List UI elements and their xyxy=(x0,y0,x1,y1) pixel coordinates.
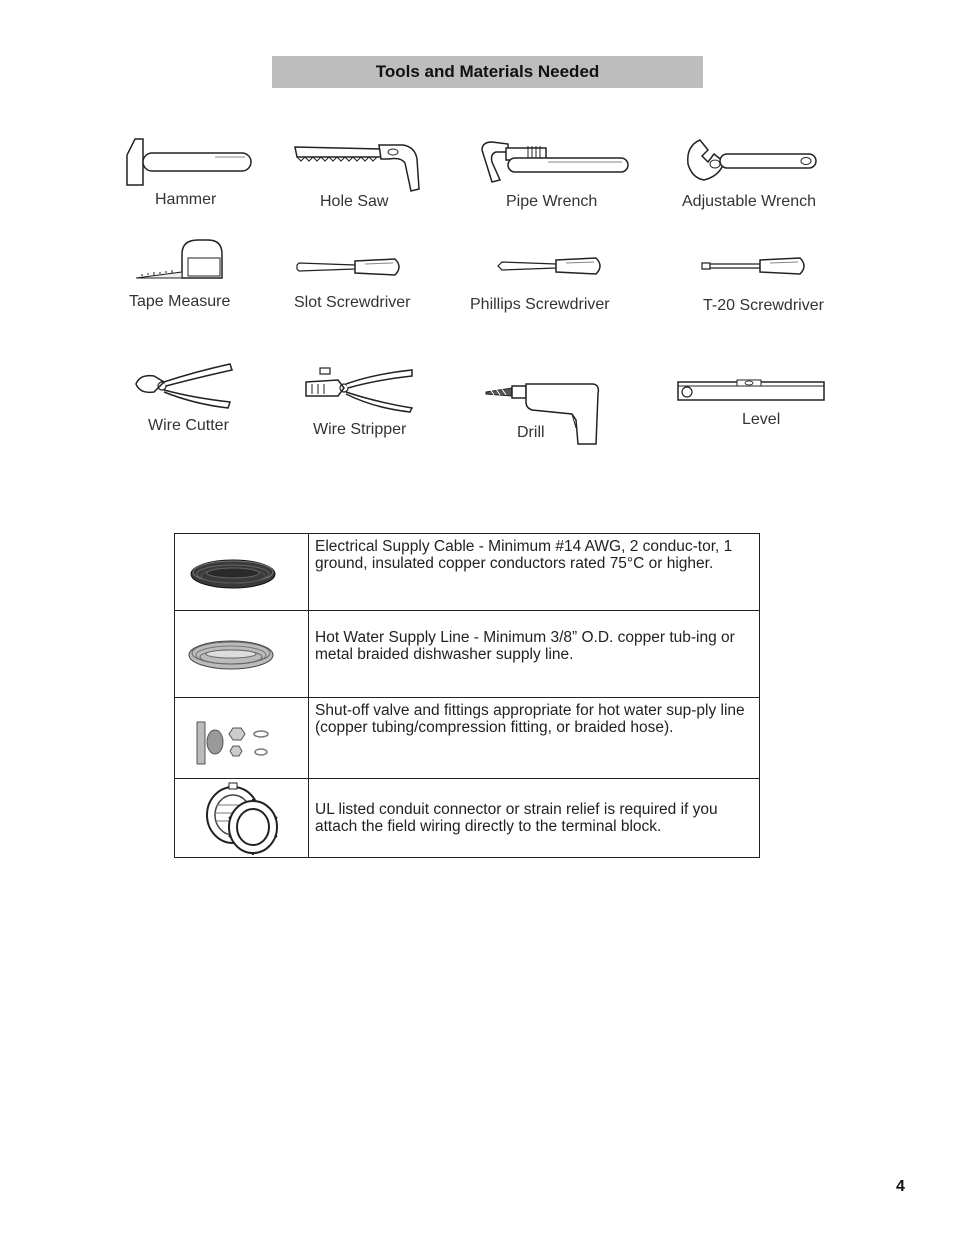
tool-label-t20-screwdriver: T-20 Screwdriver xyxy=(703,297,824,314)
copper-tubing-coil-icon xyxy=(187,638,275,672)
material-description: Hot Water Supply Line - Minimum 3/8” O.D. copper tub-ing or metal braided dishwasher supply line. xyxy=(309,611,760,698)
tool-label-slot-screwdriver: Slot Screwdriver xyxy=(294,294,411,311)
conduit-connector-icon xyxy=(203,781,283,855)
tool-label-wire-cutter: Wire Cutter xyxy=(148,417,229,434)
slot-screwdriver-icon xyxy=(295,257,405,277)
tool-label-tape-measure: Tape Measure xyxy=(129,293,231,310)
tool-label-level: Level xyxy=(742,411,781,428)
tool-label-wire-stripper: Wire Stripper xyxy=(313,421,407,438)
page-number: 4 xyxy=(896,1178,905,1195)
tool-label-adjustable-wrench: Adjustable Wrench xyxy=(682,193,816,210)
tape-measure-icon xyxy=(136,238,224,282)
valve-fittings-icon xyxy=(193,720,273,766)
material-image-cell xyxy=(175,698,309,779)
material-description: Electrical Supply Cable - Minimum #14 AWG, 2 conduc-tor, 1 ground, insulated copper conductors rated 75°C or higher. xyxy=(309,534,760,611)
material-image-cell xyxy=(175,534,309,611)
material-row-conduit-connector xyxy=(175,779,760,858)
page-title: Tools and Materials Needed xyxy=(272,56,703,88)
tool-label-hole-saw: Hole Saw xyxy=(320,193,389,210)
hole-saw-icon xyxy=(293,143,421,193)
phillips-screwdriver-icon xyxy=(496,256,606,276)
material-description: Shut-off valve and fittings appropriate for hot water sup-ply line (copper tubing/compression fitting, or braided hose). xyxy=(309,698,760,779)
pipe-wrench-icon xyxy=(478,140,630,184)
wire-stripper-icon xyxy=(304,366,416,414)
material-image-cell xyxy=(175,779,309,858)
wire-cutter-icon xyxy=(134,362,234,410)
material-description: UL listed conduit connector or strain relief is required if you attach the field wiring directly to the terminal block. xyxy=(309,779,760,858)
materials-table xyxy=(174,533,760,858)
tool-label-drill: Drill xyxy=(517,424,545,441)
hammer-icon xyxy=(125,137,253,187)
t20-screwdriver-icon xyxy=(700,256,810,276)
material-row-hot-water-line xyxy=(175,611,760,698)
material-row-electrical-cable xyxy=(175,534,760,611)
material-row-shutoff-valve xyxy=(175,698,760,779)
adjustable-wrench-icon xyxy=(684,138,820,184)
material-image-cell xyxy=(175,611,309,698)
tool-label-pipe-wrench: Pipe Wrench xyxy=(506,193,598,210)
level-icon xyxy=(677,380,825,402)
electrical-cable-coil-icon xyxy=(189,556,277,590)
tool-label-hammer: Hammer xyxy=(155,191,217,208)
tool-label-phillips-screwdriver: Phillips Screwdriver xyxy=(470,296,610,313)
